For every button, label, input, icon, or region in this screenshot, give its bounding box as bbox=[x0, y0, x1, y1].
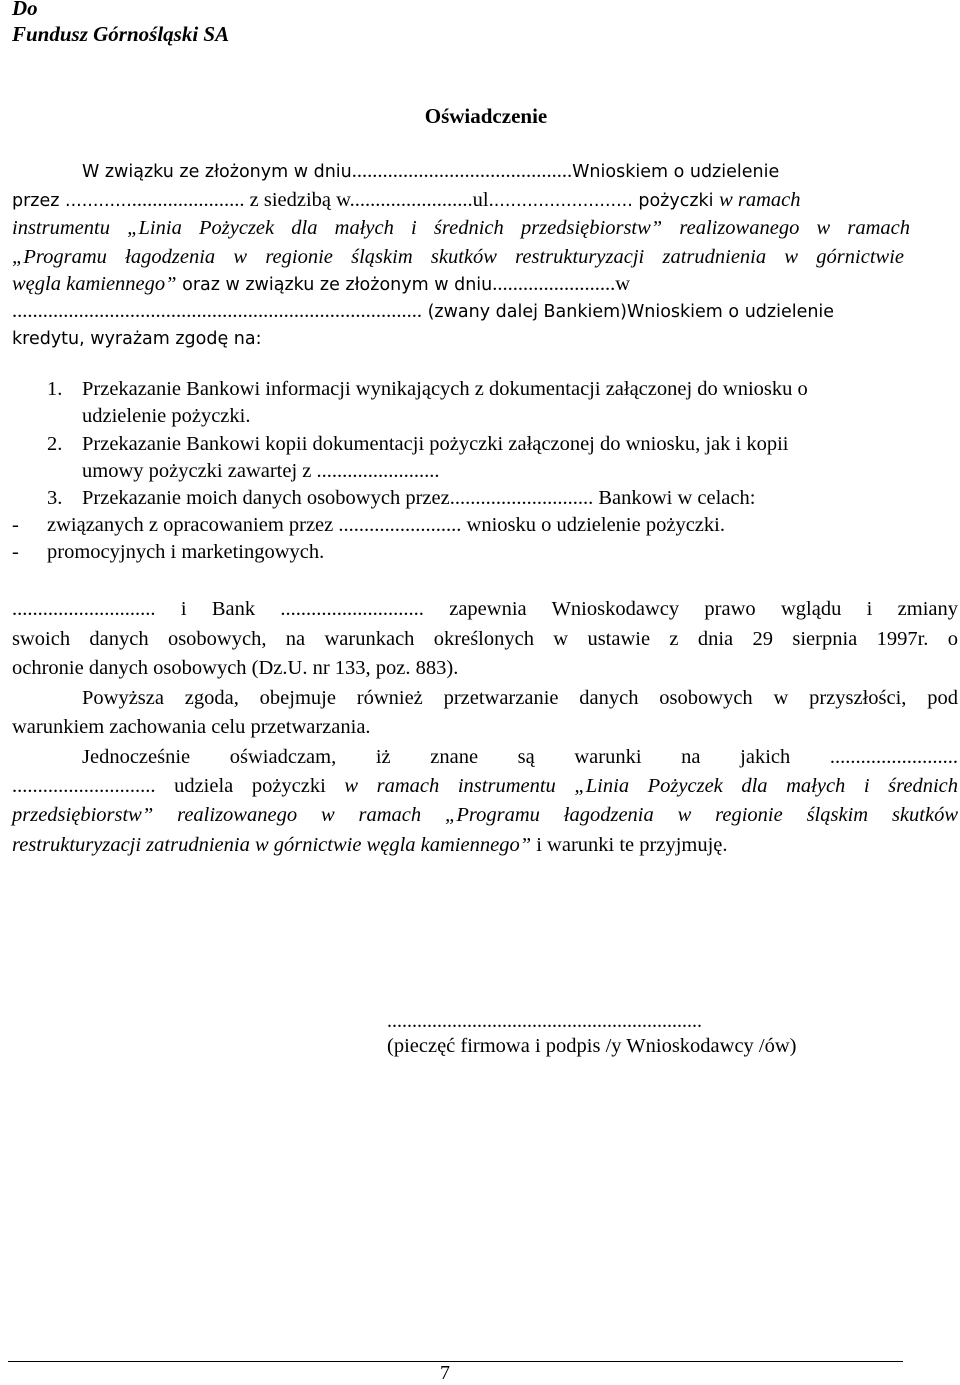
conditions-line-1: Jednocześnie oświadczam, iż znane są warunki na jakich ......................... bbox=[82, 746, 958, 768]
consent-item-1-text: Przekazanie Bankowi informacji wynikających z dokumentacji załączonej do wniosku o udzielenie pożyczki. bbox=[82, 378, 808, 427]
consent-number: 3. bbox=[47, 487, 63, 509]
intro-line-5: węgla kamiennego” oraz w związku ze złożonym w dniu........................w bbox=[12, 273, 631, 295]
page-number: 7 bbox=[440, 1362, 450, 1384]
future-line-2: warunkiem zachowania celu przetwarzania. bbox=[12, 716, 371, 738]
consent-number: 2. bbox=[47, 433, 63, 455]
consent-item-2 bbox=[47, 431, 62, 458]
purpose-item-1: związanych z opracowaniem przez ........................ wniosku o udzielenie pożyczki. bbox=[47, 514, 725, 536]
consent-item-3 bbox=[47, 485, 62, 512]
consent-item-1 bbox=[47, 376, 62, 403]
rights-line-3: ochronie danych osobowych (Dz.U. nr 133, poz. 883). bbox=[12, 657, 459, 679]
signature-dots: ............................................................... bbox=[387, 1010, 702, 1032]
consent-number: 1. bbox=[47, 378, 63, 400]
rights-line-2: swoich danych osobowych, na warunkach określonych w ustawie z dnia 29 sierpnia 1997r. o bbox=[12, 628, 958, 650]
intro-line-6: ................................................................................ (zwany dalej Bankiem)Wnioskiem o udzielenie bbox=[12, 300, 835, 322]
rights-line-1: ............................ i Bank ............................ zapewnia Wnioskodawcy prawo wglądu i zmiany bbox=[12, 598, 958, 620]
consent-item-2-text: Przekazanie Bankowi kopii dokumentacji pożyczki załączonej do wniosku, jak i kopii umowy pożyczki zawartej z ........................ bbox=[82, 433, 789, 482]
conditions-line-3: przedsiębiorstw” realizowanego w ramach „Programu łagodzenia w regionie śląskim skutków bbox=[12, 804, 958, 826]
recipient-line-1: Do bbox=[12, 0, 38, 20]
footer-divider bbox=[8, 1361, 903, 1362]
intro-line-1: W związku ze złożonym w dniu...........................................Wnioskiem o udzielenie bbox=[82, 160, 780, 182]
intro-line-4: „Programu łagodzenia w regionie śląskim skutków restrukturyzacji zatrudnienia w górnictwie bbox=[12, 246, 904, 268]
recipient-line-2: Fundusz Górnośląski SA bbox=[12, 22, 230, 46]
conditions-line-2: ............................ udziela pożyczki w ramach instrumentu „Linia Pożyczek dla małych i średnich bbox=[12, 775, 958, 797]
consent-item-3-text: Przekazanie moich danych osobowych przez............................ Bankowi w celach: bbox=[82, 487, 756, 509]
future-line-1: Powyższa zgoda, obejmuje również przetwarzanie danych osobowych w przyszłości, pod bbox=[82, 687, 958, 709]
purpose-dash: - bbox=[12, 514, 19, 536]
intro-line-7: kredytu, wyrażam zgodę na: bbox=[12, 329, 262, 349]
intro-line-3: instrumentu „Linia Pożyczek dla małych i średnich przedsiębiorstw” realizowanego w ramach bbox=[12, 217, 910, 239]
purpose-item-2: promocyjnych i marketingowych. bbox=[47, 541, 325, 563]
conditions-line-4: restrukturyzacji zatrudnienia w górnictwie węgla kamiennego” i warunki te przyjmuję. bbox=[12, 834, 728, 856]
intro-line-2: przez .................................. z siedzibą w........................ul.......................... pożyczki w ramach bbox=[12, 189, 801, 211]
signature-label: (pieczęć firmowa i podpis /y Wnioskodawcy /ów) bbox=[387, 1035, 797, 1057]
document-title: Oświadczenie bbox=[424, 104, 548, 128]
purpose-dash: - bbox=[12, 541, 19, 563]
